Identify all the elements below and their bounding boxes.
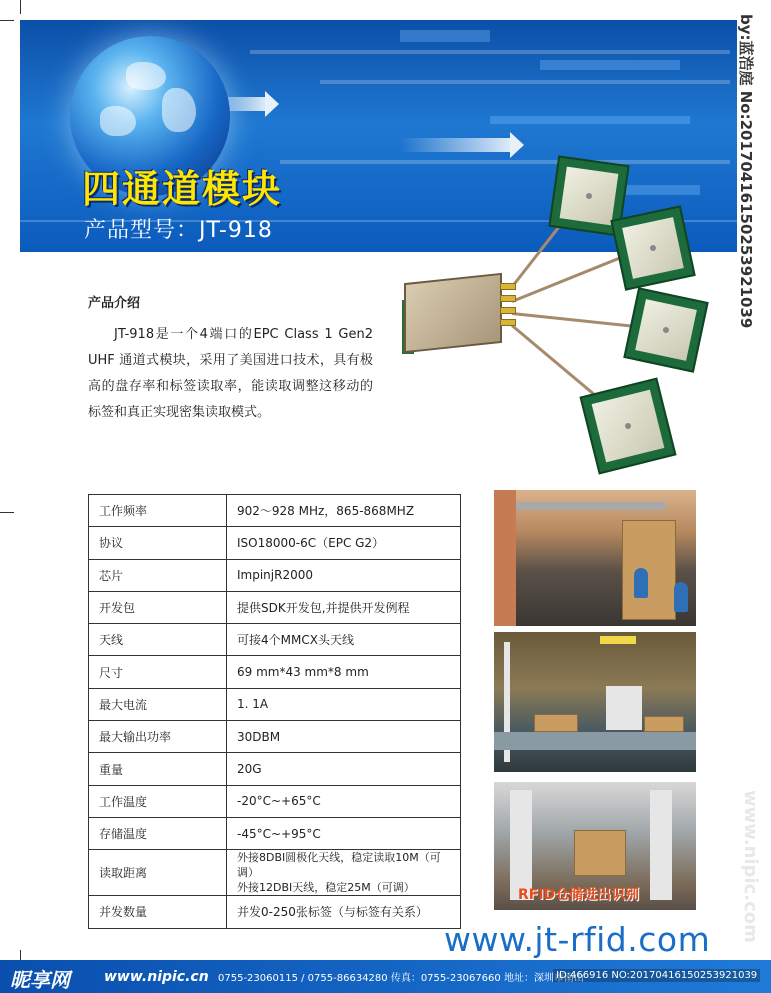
footer-domain: www.nipic.cn: [104, 969, 209, 985]
spec-table: [88, 494, 461, 929]
intro-text: JT-918是一个4端口的EPC Class 1 Gen2 UHF 通道式模块，采用了美国进口技术，具有极高的盘存率和标签读取率，能读取调整这移动的标签和真正实现密集读取模式。: [88, 327, 373, 420]
spec-key: 协议: [89, 527, 227, 559]
spec-value: 20G: [227, 753, 461, 785]
spec-value: 可接4个MMCX头天线: [227, 624, 461, 656]
footer-contact: 0755-23060115 / 0755-86634280 传真：0755-23067660 地址：深圳市南山: [218, 973, 584, 984]
table-row: [89, 850, 461, 896]
intro-heading: 产品介绍: [88, 296, 141, 311]
banner-block: [400, 30, 490, 42]
spec-value: 30DBM: [227, 721, 461, 753]
table-row: [89, 721, 461, 753]
connector-icon: [500, 295, 516, 302]
antenna: [623, 287, 708, 372]
spec-value: -20°C~+65°C: [227, 785, 461, 817]
footer-logo: 昵享网: [10, 968, 70, 992]
sign: [600, 636, 636, 644]
spec-value: ISO18000-6C（EPC G2）: [227, 527, 461, 559]
gate-photo: [494, 782, 696, 910]
gate-antenna: [650, 790, 672, 900]
table-row: [89, 785, 461, 817]
cable: [511, 251, 633, 302]
table-row: [89, 688, 461, 720]
crop-mark: [20, 950, 21, 960]
spec-value: 并发0-250张标签（与标签有关系）: [227, 896, 461, 928]
website-url: www.jt-rfid.com: [444, 920, 711, 959]
connector-icon: [500, 283, 516, 290]
conveyor: [494, 732, 696, 750]
connector-icon: [500, 307, 516, 314]
crop-mark: [0, 512, 14, 513]
carton: [534, 714, 578, 732]
spec-value: 69 mm*43 mm*8 mm: [227, 656, 461, 688]
footer-bar: [0, 960, 771, 993]
spec-key: 存储温度: [89, 817, 227, 849]
rfid-module: [404, 273, 502, 353]
arrow-icon: [400, 138, 510, 152]
spec-value: 902～928 MHz，865-868MHZ: [227, 495, 461, 527]
spec-key: 读取距离: [89, 850, 227, 896]
spec-key: 天线: [89, 624, 227, 656]
connector-icon: [500, 319, 516, 326]
worker: [674, 582, 688, 612]
antenna: [580, 378, 677, 475]
warehouse-photo: [494, 490, 696, 626]
footer-id: ID:466916 NO:20170416150253921039: [553, 969, 760, 982]
banner-block: [490, 116, 690, 124]
carton-stack: [622, 520, 676, 620]
spec-value: [227, 850, 461, 896]
spec-key: 并发数量: [89, 896, 227, 928]
spec-value: ImpinjR2000: [227, 559, 461, 591]
cable: [512, 312, 642, 329]
table-row: [89, 817, 461, 849]
table-row: [89, 896, 461, 928]
spec-value: 1. 1A: [227, 688, 461, 720]
side-url-text: www.nipic.com: [740, 790, 761, 943]
photo-caption: RFID仓储进出识别: [518, 887, 640, 903]
spec-value: -45°C~+95°C: [227, 817, 461, 849]
side-watermark-text: by:蓝浩庭 No:20170416150253921039: [737, 14, 755, 329]
reader-panel: [606, 686, 642, 730]
table-row: [89, 527, 461, 559]
spec-value: 提供SDK开发包,并提供开发例程: [227, 591, 461, 623]
table-row: [89, 624, 461, 656]
conveyor-photo: [494, 632, 696, 772]
banner-block: [540, 60, 680, 70]
model-number: 产品型号：JT-918: [84, 218, 273, 243]
banner-stripe: [250, 50, 730, 54]
spec-value-line: 外接12DBI天线，稳定25M（可调）: [237, 881, 415, 895]
banner-stripe: [280, 160, 730, 164]
banner-stripe: [320, 80, 730, 84]
spec-key: 芯片: [89, 559, 227, 591]
spec-key: 工作温度: [89, 785, 227, 817]
cable: [511, 324, 597, 397]
wall: [494, 490, 516, 626]
page-title: 四通道模块: [82, 167, 283, 211]
antenna: [610, 205, 695, 290]
spec-key: 开发包: [89, 591, 227, 623]
table-row: [89, 495, 461, 527]
side-watermark: [737, 14, 759, 334]
worker: [634, 568, 648, 598]
door-frame: [516, 502, 666, 510]
carton: [644, 716, 684, 732]
spec-key: 尺寸: [89, 656, 227, 688]
table-row: [89, 656, 461, 688]
spec-key: 重量: [89, 753, 227, 785]
crop-mark: [20, 0, 21, 14]
table-row: [89, 591, 461, 623]
table-row: [89, 753, 461, 785]
carton-pallet: [574, 830, 626, 876]
spec-key: 最大输出功率: [89, 721, 227, 753]
spec-key: 工作频率: [89, 495, 227, 527]
crop-mark: [0, 20, 14, 21]
spec-key: 最大电流: [89, 688, 227, 720]
spec-value-line: 外接8DBI圆极化天线，稳定读取10M（可调）: [237, 851, 441, 880]
table-row: [89, 559, 461, 591]
